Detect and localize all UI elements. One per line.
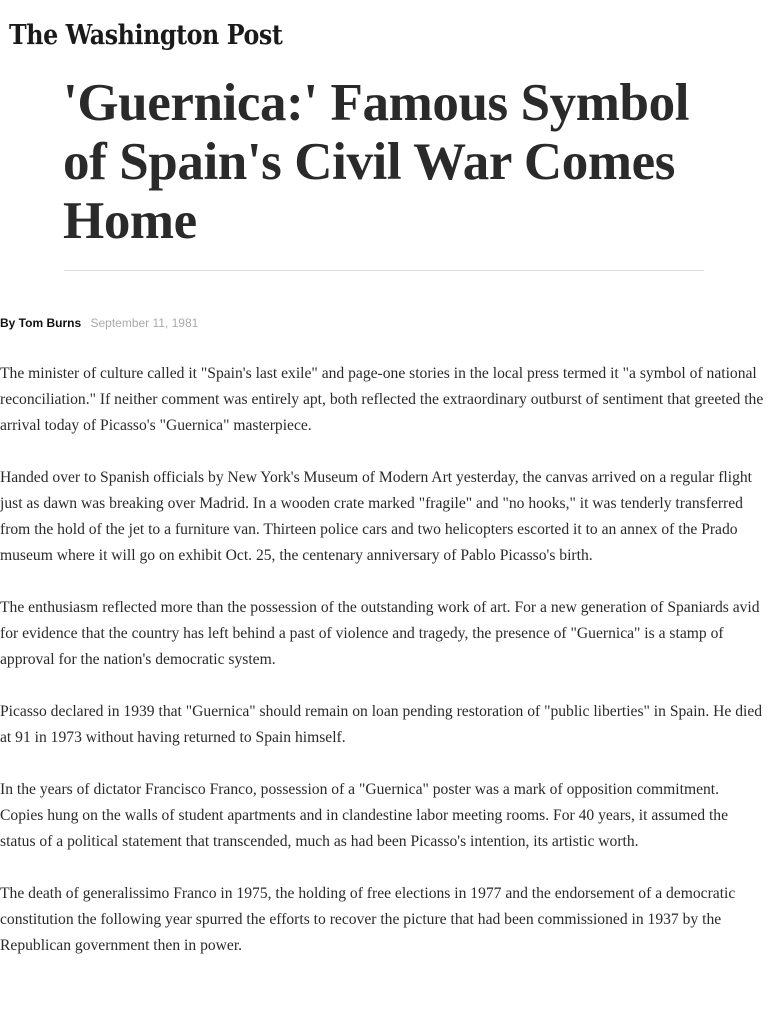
byline-date: September 11, 1981 (90, 316, 199, 330)
article-paragraph: Handed over to Spanish officials by New York's Museum of Modern Art yesterday, the canvas arrived on a regular flight just as dawn was breaking over Madrid. In a wooden crate marked "fragile" and "no hooks," it was tenderly transferred from the hold of the jet to a furniture van. Thirteen police cars and two helicopters escorted it to an annex of the Prado museum where it will go on exhibit Oct. 25, the centenary anniversary of Pablo Picasso's birth. (0, 469, 753, 564)
article-paragraph: Picasso declared in 1939 that "Guernica" should remain on loan pending restoration of "public liberties" in Spain. He died at 91 in 1973 without having returned to Spain himself. (0, 703, 763, 746)
article-paragraph: The minister of culture called it "Spain's last exile" and page-one stories in the local press termed it "a symbol of national reconciliation." If neither comment was entirely apt, both reflected the extraordinary outburst of sentiment that greeted the arrival today of Picasso's "Guernica" masterpiece. (0, 365, 764, 434)
article-body (0, 361, 764, 985)
article-paragraph: The death of generalissimo Franco in 1975, the holding of free elections in 1977 and the endorsement of a democratic constitution the following year spurred the efforts to recover the picture that had been commissioned in 1937 by the Republican government then in power. (0, 885, 736, 954)
byline (0, 315, 198, 331)
byline-author[interactable]: By Tom Burns (0, 316, 82, 330)
headline-divider (64, 270, 704, 271)
article-paragraph: The enthusiasm reflected more than the possession of the outstanding work of art. For a new generation of Spaniards avid for evidence that the country has left behind a past of violence and tragedy, the presence of "Guernica" is a stamp of approval for the nation's democratic system. (0, 599, 760, 668)
article-paragraph: In the years of dictator Francisco Franco, possession of a "Guernica" poster was a mark of opposition commitment. Copies hung on the walls of student apartments and in clandestine labor meeting rooms. For 40 years, it assumed the status of a political statement that transcended, much as had been Picasso's intention, its artistic worth. (0, 781, 728, 850)
masthead-logo[interactable]: The Washington Post (9, 20, 283, 51)
article-headline: 'Guernica:' Famous Symbol of Spain's Civil War Comes Home (63, 74, 690, 250)
